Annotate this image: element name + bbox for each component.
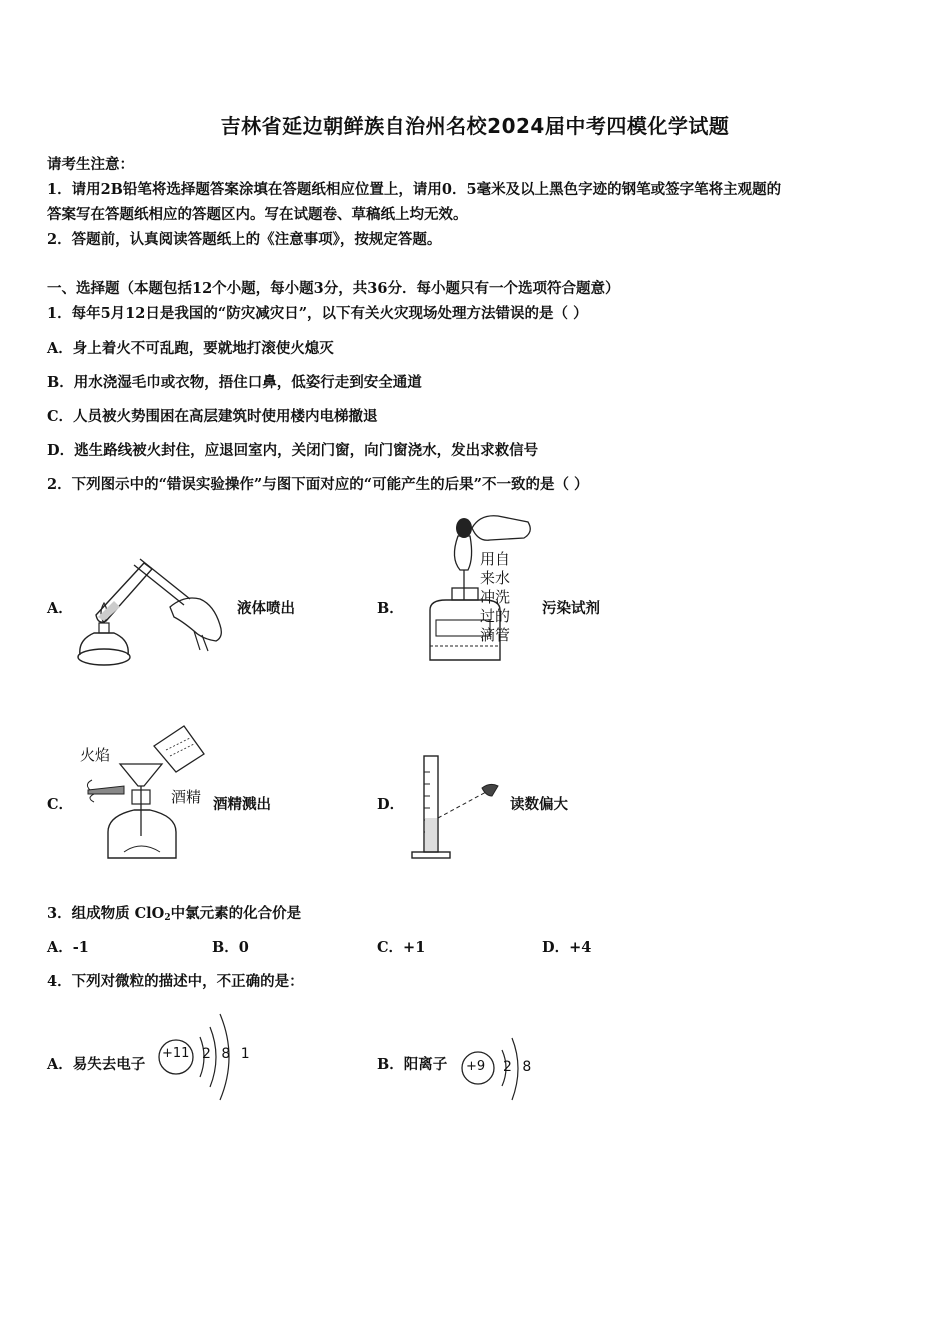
q3-option-b: B．0 [212,939,249,956]
section-heading: 一、选择题（本题包括12个小题，每小题3分，共36分．每小题只有一个选项符合题意） [47,280,620,297]
q3-option-d: D．+4 [542,939,592,956]
q2-stem: 2．下列图示中的“错误实验操作”与图下面对应的“可能产生的后果”不一致的是（ ） [47,476,589,493]
q2-b-label-line: 用自 [480,550,511,568]
page-title: 吉林省延边朝鲜族自治州名校2024届中考四模化学试题 [220,114,730,138]
q2-a-caption: 液体喷出 [237,600,295,617]
q1-option-a: A．身上着火不可乱跑，要就地打滚使火熄灭 [47,340,334,357]
q2-a-letter: A． [47,600,73,617]
q2-c-caption: 酒精溅出 [213,796,271,813]
q1-option-d: D．逃生路线被火封住，应退回室内，关闭门窗，向门窗浇水，发出求救信号 [47,442,539,459]
q4-a-shells: 2 8 1 [202,1046,253,1062]
q2-d-letter: D． [377,796,405,813]
q4-b-nucleus: +9 [466,1059,486,1074]
q2-b-label-line: 滴管 [480,626,511,644]
q4-b-shells: 2 8 [503,1059,535,1075]
heating-test-tube-figure [74,555,234,670]
q4-option-a: A．易失去电子 [47,1056,146,1073]
q2-b-label-line: 来水 [480,569,511,587]
q3-stem [47,902,301,923]
notice-heading: 请考生注意： [47,156,134,173]
q2-c-flame-label: 火焰 [80,746,111,764]
q2-c-letter: C． [47,796,74,813]
q2-b-letter: B． [377,600,404,617]
q4-stem: 4．下列对微粒的描述中，不正确的是： [47,973,304,990]
q2-d-caption: 读数偏大 [510,796,568,813]
q2-b-label-line: 过的 [480,607,511,625]
q1-option-b: B．用水浇湿毛巾或衣物，捂住口鼻，低姿行走到安全通道 [47,374,422,391]
q1-stem: 1．每年5月12日是我国的“防灾减灾日”，以下有关火灾现场处理方法错误的是（ ） [47,305,588,322]
graduated-cylinder-figure [410,752,502,862]
q2-c-alcohol-label: 酒精 [171,788,202,806]
q2-b-caption: 污染试剂 [542,600,600,617]
q2-b-label-line: 冲洗 [480,588,511,606]
q3-option-a: A．-1 [47,939,89,956]
q3-option-c: C．+1 [377,939,426,956]
q1-option-c: C．人员被火势围困在高层建筑时使用楼内电梯撤退 [47,408,378,425]
q3-stem-pre: 3．组成物质 ClO [47,905,165,922]
q3-stem-post: 中氯元素的化合价是 [170,905,302,922]
notice-line-1: 1．请用2B铅笔将选择题答案涂填在答题纸相应位置上，请用0．5毫米及以上黑色字迹的钢笔或签字笔将主观题的 [47,181,782,198]
q4-option-b: B．阳离子 [377,1056,448,1073]
q3-stem-sub: 2 [164,913,171,923]
notice-line-1b: 答案写在答题纸相应的答题区内。写在试题卷、草稿纸上均无效。 [47,206,468,223]
q2-b-drawing-label [480,550,520,645]
notice-line-2: 2．答题前，认真阅读答题纸上的《注意事项》，按规定答题。 [47,231,442,248]
q4-a-nucleus: +11 [162,1046,190,1061]
